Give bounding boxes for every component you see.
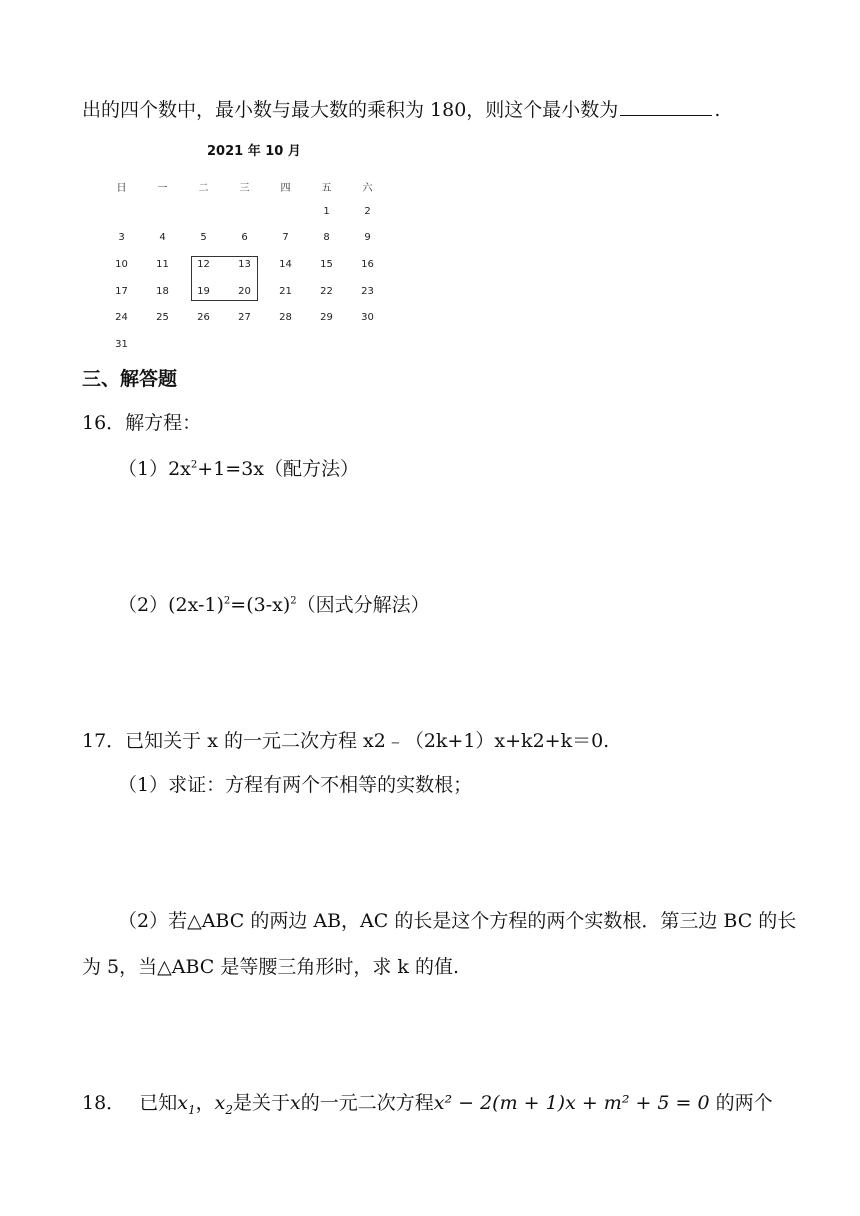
calendar-day: 12 (197, 259, 210, 271)
q18-x2: $x_2$ (214, 1092, 233, 1117)
calendar-selection-box (191, 256, 258, 301)
question-17-part-2-line-1: （2）若△ABC 的两边 AB，AC 的长是这个方程的两个实数根．第三边 BC 的长 (118, 910, 797, 932)
q18-text-2: 是关于 (232, 1092, 290, 1114)
calendar-day: 7 (282, 232, 289, 244)
q18-x1: $x_1$ (177, 1092, 196, 1117)
q16-p1-exponent: 2 (190, 459, 198, 471)
q18-text-3: 的一元二次方程 (300, 1092, 434, 1114)
calendar-day: 14 (279, 259, 292, 271)
calendar-day: 24 (115, 312, 128, 324)
calendar-day: 22 (320, 285, 333, 297)
q18-equation: x² − 2(m + 1)x + m² + 5 = 0 (433, 1092, 710, 1114)
q16-p1-text-b: +1=3x（配方法） (197, 458, 360, 480)
question-17-stem: 17．已知关于 x 的一元二次方程 x2﹣（2k+1）x+k2+k＝0. (82, 730, 610, 752)
calendar-day: 15 (320, 259, 333, 271)
q16-p2-exponent-2: 2 (290, 595, 297, 607)
calendar-day: 1 (323, 205, 330, 217)
question-17-part-1: （1）求证：方程有两个不相等的实数根； (118, 774, 473, 796)
calendar-weekday: 四 (280, 183, 291, 194)
question-16-part-2 (118, 592, 430, 618)
q16-p2-text-c: （因式分解法） (296, 594, 430, 616)
calendar-weekday: 五 (321, 183, 332, 194)
question-15-tail (82, 97, 720, 123)
calendar-day: 5 (200, 232, 207, 244)
calendar-weekday: 一 (157, 183, 168, 194)
calendar-day: 17 (115, 285, 128, 297)
calendar-title: 2021 年 10 月 (207, 144, 301, 159)
calendar-day: 11 (156, 259, 169, 271)
calendar-day: 9 (364, 232, 371, 244)
question-16-stem: 16．解方程： (82, 412, 202, 434)
calendar-weekday: 六 (362, 183, 373, 194)
answer-blank (620, 97, 712, 116)
section-title: 三、解答题 (82, 368, 178, 390)
q16-p2-text-b: =(3-x) (230, 594, 291, 616)
q18-text-4: 的两个 (709, 1092, 773, 1114)
q16-p2-text-a: （2）(2x-1) (118, 594, 224, 616)
calendar-day: 18 (156, 285, 169, 297)
calendar-day: 3 (118, 232, 125, 244)
calendar-day: 8 (323, 232, 330, 244)
q18-number: 18． (82, 1092, 126, 1114)
question-16-part-1 (118, 456, 359, 482)
question-17-part-2-line-2: 为 5，当△ABC 是等腰三角形时，求 k 的值. (82, 956, 459, 978)
question-15-text: 出的四个数中，最小数与最大数的乘积为 180，则这个最小数为 (82, 99, 619, 121)
q16-p2-exponent-1: 2 (223, 595, 231, 607)
question-18-stem (82, 1090, 773, 1123)
q18-text-1: 已知 (139, 1092, 178, 1114)
calendar-day: 6 (241, 232, 248, 244)
calendar-day: 25 (156, 312, 169, 324)
calendar-day: 10 (115, 259, 128, 271)
question-15-end: . (714, 99, 721, 121)
calendar-day: 16 (361, 259, 374, 271)
calendar-day: 27 (238, 312, 251, 324)
calendar-day: 29 (320, 312, 333, 324)
calendar-day: 20 (238, 285, 251, 297)
calendar-day: 21 (279, 285, 292, 297)
q18-comma: ， (195, 1092, 215, 1114)
calendar-weekday: 日 (116, 183, 127, 194)
calendar-day: 31 (115, 339, 128, 351)
q16-p1-text-a: （1）2x (118, 458, 191, 480)
calendar-weekday: 三 (239, 183, 250, 194)
calendar-day: 30 (361, 312, 374, 324)
calendar-day: 19 (197, 285, 210, 297)
calendar-day: 23 (361, 285, 374, 297)
calendar-day: 4 (159, 232, 166, 244)
calendar-day: 28 (279, 312, 292, 324)
calendar-day: 2 (364, 205, 371, 217)
q18-variable-x: x (290, 1092, 301, 1114)
calendar-weekday: 二 (198, 183, 209, 194)
calendar-day: 13 (238, 259, 251, 271)
calendar-day: 26 (197, 312, 210, 324)
